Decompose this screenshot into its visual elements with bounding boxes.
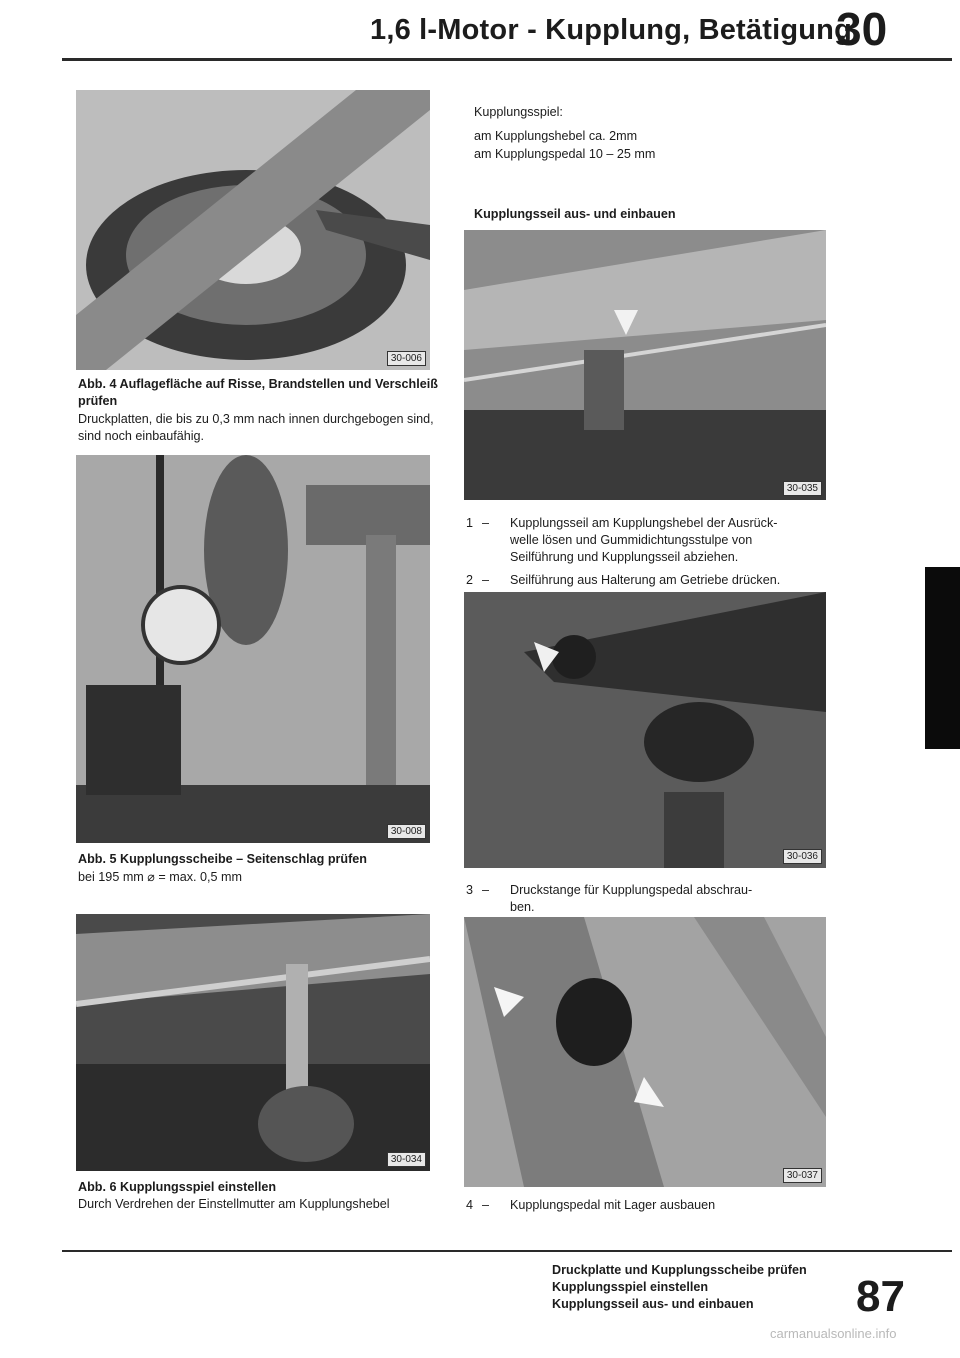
photo-30-035	[464, 230, 826, 500]
step-1-dash: –	[482, 516, 490, 530]
footer-topic-2: Kupplungsspiel einstellen	[552, 1280, 709, 1294]
clutch-play-heading: Kupplungsspiel:	[474, 105, 563, 119]
chapter-number: 30	[836, 3, 888, 55]
step-4-number: 4	[466, 1198, 474, 1212]
figure-6-caption-text: Durch Verdrehen der Einstellmutter am Kupplungshebel	[78, 1197, 390, 1211]
step-3	[466, 882, 846, 916]
footer-rule	[62, 1250, 952, 1252]
figure-4-photo	[76, 90, 430, 370]
photo-30-036-id: 30-036	[783, 849, 822, 864]
step-1-line-3: Seilführung und Kupplungsseil abziehen.	[510, 550, 739, 564]
footer-topic-1: Druckplatte und Kupplungsscheibe prüfen	[552, 1263, 807, 1277]
figure-5-id: 30-008	[387, 824, 426, 839]
photo-30-035-id: 30-035	[783, 481, 822, 496]
step-3-line-2: ben.	[510, 900, 535, 914]
figure-4-caption-text: Druckplatten, die bis zu 0,3 mm nach innen durchgebogen sind, sind noch einbaufähig.	[78, 412, 434, 443]
header-rule	[62, 58, 952, 61]
page-title: 1,6 l-Motor - Kupplung, Betätigung	[370, 14, 853, 46]
step-1-line-2: welle lösen und Gummidichtungsstulpe von	[510, 533, 753, 547]
figure-4-caption-title: Abb. 4 Auflagefläche auf Risse, Brandstellen und Verschleiß prüfen	[78, 377, 438, 408]
photo-30-037-id: 30-037	[783, 1168, 822, 1183]
step-4-line-1: Kupplungspedal mit Lager ausbauen	[510, 1198, 716, 1212]
figure-6-photo	[76, 914, 430, 1171]
figure-5-caption-title: Abb. 5 Kupplungsscheibe – Seitenschlag prüfen	[78, 852, 368, 866]
step-4-dash: –	[482, 1198, 490, 1212]
footer-topic-3: Kupplungsseil aus- und einbauen	[552, 1297, 754, 1311]
figure-5-caption-text: bei 195 mm ⌀ = max. 0,5 mm	[78, 870, 243, 884]
step-3-dash: –	[482, 883, 490, 897]
section-heading: Kupplungsseil aus- und einbauen	[474, 207, 676, 221]
step-3-number: 3	[466, 883, 474, 897]
figure-4-id: 30-006	[387, 351, 426, 366]
step-1-line-1: Kupplungsseil am Kupplungshebel der Ausrück-	[510, 516, 778, 530]
photo-30-036	[464, 592, 826, 868]
step-1-number: 1	[466, 516, 474, 530]
watermark: carmanualsonline.info	[770, 1326, 897, 1341]
clutch-play-pedal: am Kupplungspedal 10 – 25 mm	[474, 147, 656, 161]
page-number: 87	[856, 1272, 905, 1321]
step-1	[466, 515, 846, 565]
step-2-line-1: Seilführung aus Halterung am Getriebe drücken.	[510, 573, 781, 587]
thumb-index-tab	[925, 567, 960, 749]
step-2	[466, 572, 846, 590]
photo-30-037	[464, 917, 826, 1187]
step-2-dash: –	[482, 573, 490, 587]
step-4	[466, 1197, 846, 1215]
figure-5-photo	[76, 455, 430, 843]
step-3-line-1: Druckstange für Kupplungspedal abschrau-	[510, 883, 753, 897]
clutch-play-lever: am Kupplungshebel ca. 2mm	[474, 129, 638, 143]
figure-6-caption-title: Abb. 6 Kupplungsspiel einstellen	[78, 1180, 277, 1194]
step-2-number: 2	[466, 573, 474, 587]
figure-6-id: 30-034	[387, 1152, 426, 1167]
